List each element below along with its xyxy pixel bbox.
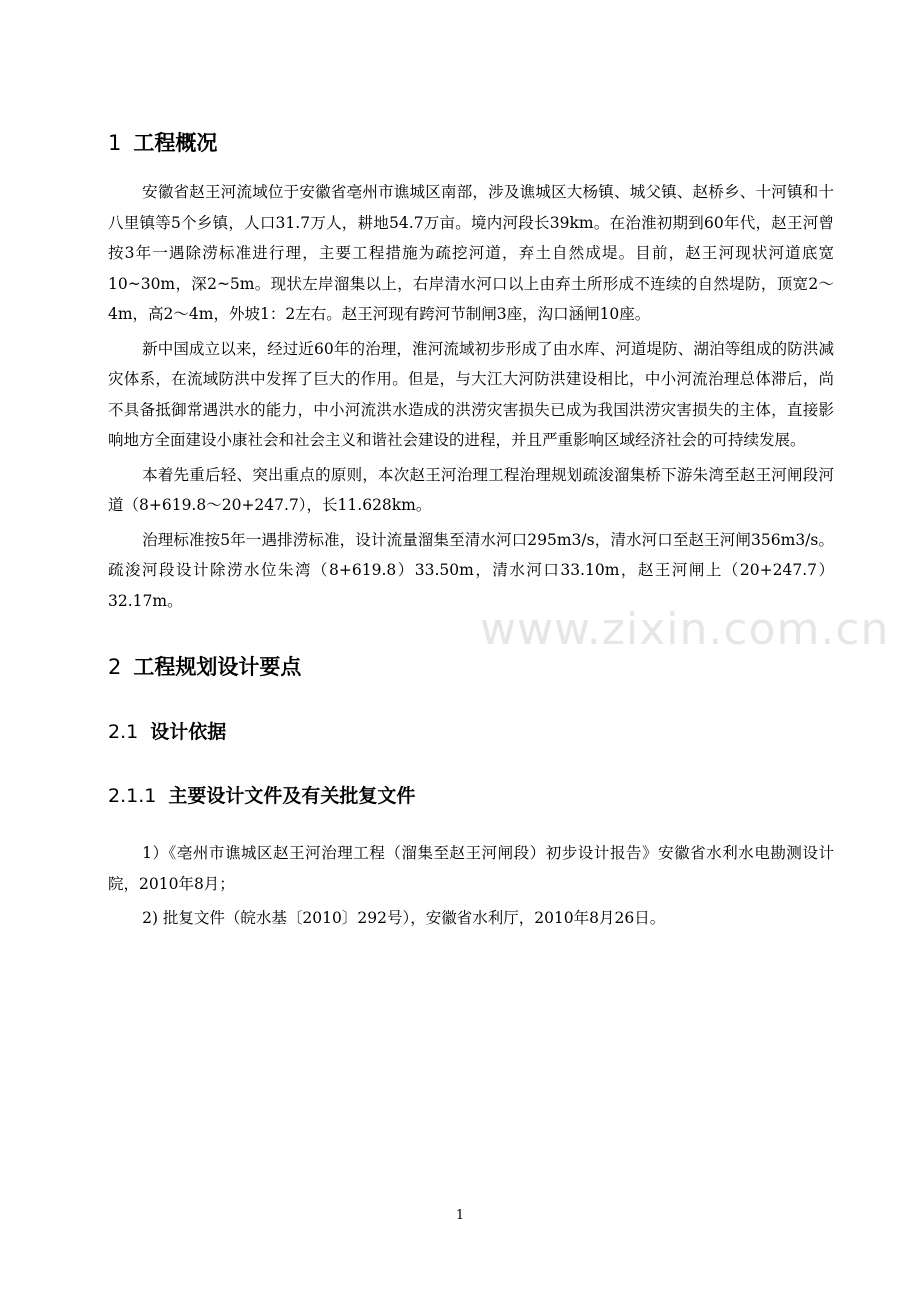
section-2-1-number: 2.1 bbox=[108, 721, 139, 743]
page-number: 1 bbox=[455, 1208, 465, 1223]
section-2-1-heading bbox=[108, 718, 834, 746]
document-body bbox=[108, 128, 834, 934]
section-2-heading bbox=[108, 652, 834, 682]
reference-item: 2) 批复文件（皖水基〔2010〕292号），安徽省水利厅，2010年8月26日。 bbox=[142, 909, 666, 927]
section-2-1-title: 设计依据 bbox=[150, 721, 227, 743]
section-2-title: 工程规划设计要点 bbox=[133, 655, 302, 679]
section-1-title: 工程概况 bbox=[133, 131, 218, 155]
section-1-paragraph: 本着先重后轻、突出重点的原则，本次赵王河治理工程治理规划疏浚溜集桥下游朱湾至赵王河闸段河道（8+619.8～20+247.7），长11.628km。 bbox=[108, 465, 834, 514]
section-2-1-1-title: 主要设计文件及有关批复文件 bbox=[168, 785, 416, 807]
section-1-number: 1 bbox=[108, 131, 122, 155]
section-1-paragraph: 安徽省赵王河流域位于安徽省亳州市谯城区南部，涉及谯城区大杨镇、城父镇、赵桥乡、十河镇和十八里镇等5个乡镇，人口31.7万人，耕地54.7万亩。境内河段长39km。在治淮初期到60年代，赵王河曾按3年一遇除涝标准进行理，主要工程措施为疏挖河道，弃土自然成堤。目前，赵王河现状河道底宽10~30m，深2~5m。现状左岸溜集以上，右岸清水河口以上由弃土所形成不连续的自然堤防，顶宽2～4m，高2～4m，外坡1：2左右。赵王河现有跨河节制闸3座，沟口涵闸10座。 bbox=[108, 183, 834, 323]
watermark-text: www.zixin.com.cn bbox=[480, 604, 890, 655]
section-1-heading bbox=[108, 128, 834, 158]
reference-item: 1）《亳州市谯城区赵王河治理工程（溜集至赵王河闸段）初步设计报告》安徽省水利水电勘测设计院，2010年8月； bbox=[108, 844, 834, 893]
section-2-number: 2 bbox=[108, 655, 122, 679]
section-2-1-1-number: 2.1.1 bbox=[108, 785, 157, 807]
section-1-paragraph: 治理标准按5年一遇排涝标准，设计流量溜集至清水河口295m3/s，清水河口至赵王河闸356m3/s。疏浚河段设计除涝水位朱湾（8+619.8）33.50m，清水河口33.10m，赵王河闸上（20+247.7）32.17m。 bbox=[108, 530, 834, 610]
section-1-paragraph: 新中国成立以来，经过近60年的治理，淮河流域初步形成了由水库、河道堤防、湖泊等组成的防洪减灾体系，在流域防洪中发挥了巨大的作用。但是，与大江大河防洪建设相比，中小河流治理总体滞后，尚不具备抵御常遇洪水的能力，中小河流洪水造成的洪涝灾害损失已成为我国洪涝灾害损失的主体，直接影响地方全面建设小康社会和社会主义和谐社会建设的进程，并且严重影响区域经济社会的可持续发展。 bbox=[108, 339, 834, 449]
section-2-1-1-heading bbox=[108, 782, 834, 810]
